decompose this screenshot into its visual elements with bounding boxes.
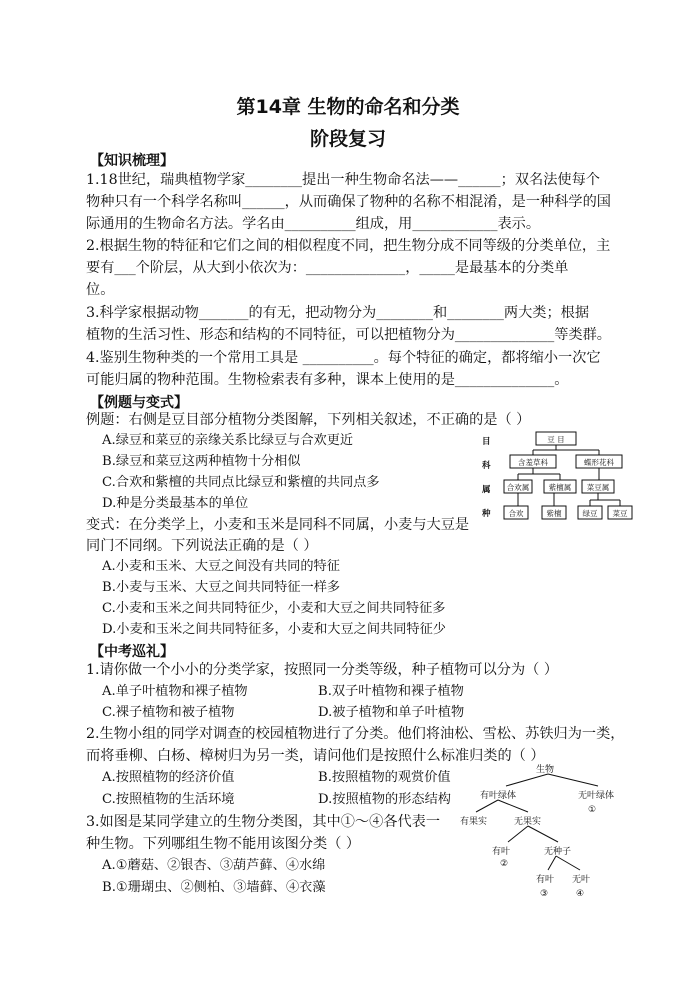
organism-classification-diagram bbox=[448, 760, 648, 900]
knowledge-item-2-line-2: 要有___个阶层，从大到小依次为：______________，_____是最基本的分类单 bbox=[86, 260, 569, 276]
exam-q2-option-d: D.按照植物的形态结构 bbox=[318, 792, 451, 807]
exam-q3-option-a: A.①蘑菇、②银杏、③葫芦藓、④水绵 bbox=[102, 858, 326, 873]
knowledge-item-1-line-2: 物种只有一个科学名称叫______，从而确保了物种的名称不相混淆，是一种科学的国 bbox=[86, 194, 611, 210]
node-no-fruit: 无果实 bbox=[514, 817, 542, 827]
label-circle-1: ① bbox=[588, 805, 597, 815]
exam-question-2-line-1: 2.生物小组的同学对调查的校园植物进行了分类。他们将油松、雪松、苏铁归为一类， bbox=[86, 726, 625, 742]
exam-q2-option-c: C.按照植物的生活环境 bbox=[102, 792, 235, 807]
rank-label-species: 种 bbox=[482, 509, 491, 519]
variant-question-line-1: 变式：在分类学上，小麦和玉米是同科不同属，小麦与大豆是 bbox=[86, 517, 470, 533]
node-leafless: 无叶 bbox=[572, 875, 591, 885]
variant-option-c: C.小麦和玉米之间共同特征少，小麦和大豆之间共同特征多 bbox=[102, 601, 446, 616]
knowledge-item-1-line-3: 际通用的生物命名方法。学名由__________组成，用____________表示。 bbox=[86, 216, 541, 232]
section-heading-knowledge: 【知识梳理】 bbox=[90, 153, 174, 169]
section-heading-exam: 【中考巡礼】 bbox=[90, 644, 174, 660]
exam-q1-option-a: A.单子叶植物和裸子植物 bbox=[102, 684, 248, 699]
knowledge-item-2-line-1: 2.根据生物的特征和它们之间的相似程度不同，把生物分成不同等级的分类单位，主 bbox=[86, 238, 611, 254]
exam-question-2-line-2: 而将垂柳、白杨、樟树归为另一类，请问他们是按照什么标准归类的（ ） bbox=[86, 748, 545, 764]
label-circle-3: ③ bbox=[540, 889, 549, 899]
node-genus-2: 紫檀属 bbox=[548, 483, 572, 492]
exam-question-1: 1.请你做一个小小的分类学家，按照同一分类等级，种子植物可以分为（ ） bbox=[86, 662, 559, 678]
node-order: 豆 目 bbox=[547, 435, 565, 444]
node-genus-3: 菜豆属 bbox=[586, 483, 610, 492]
node-no-chlorophyll: 无叶绿体 bbox=[578, 791, 615, 801]
chapter-title: 第14章 生物的命名和分类 bbox=[236, 96, 460, 118]
example-option-d: D.种是分类最基本的单位 bbox=[102, 496, 249, 511]
node-family-2: 蝶形花科 bbox=[584, 458, 614, 467]
variant-question-line-2: 同门不同纲。下列说法正确的是（ ） bbox=[86, 538, 318, 554]
exam-question-3-line-1: 3.如图是某同学建立的生物分类图，其中①～④各代表一 bbox=[86, 814, 441, 830]
connector-genus3-species bbox=[590, 493, 620, 506]
variant-option-d: D.小麦和玉米之间共同特征多，小麦和大豆之间共同特征少 bbox=[102, 622, 446, 637]
rank-label-family: 科 bbox=[482, 461, 491, 471]
rank-label-genus: 属 bbox=[482, 485, 491, 495]
node-species-1: 合欢 bbox=[508, 509, 524, 518]
node-leafy: 有叶 bbox=[536, 875, 555, 885]
variant-option-a: A.小麦和玉米、大豆之间没有共同的特征 bbox=[102, 559, 340, 574]
branch-chlorophyll bbox=[476, 800, 528, 812]
node-has-chlorophyll: 有叶绿体 bbox=[480, 791, 517, 801]
branch-no-fruit bbox=[508, 826, 558, 842]
example-question: 例题：右侧是豆目部分植物分类图解，下列相关叙述，不正确的是（ ） bbox=[86, 412, 531, 428]
knowledge-item-4-line-2: 可能归属的物种范围。生物检索表有多种，课本上使用的是______________。 bbox=[86, 372, 569, 388]
page-subtitle: 阶段复习 bbox=[309, 128, 386, 150]
exam-question-3-line-2: 种生物。下列哪组生物不能用该图分类（ ） bbox=[86, 836, 361, 852]
node-family-1: 含羞草科 bbox=[518, 458, 548, 467]
knowledge-item-2-line-3: 位。 bbox=[86, 282, 115, 298]
section-heading-examples: 【例题与变式】 bbox=[90, 395, 188, 411]
knowledge-item-3-line-1: 3.科学家根据动物_______的有无，把动物分为________和________两大类；根据 bbox=[86, 305, 590, 321]
label-circle-2: ② bbox=[500, 859, 509, 869]
branch-no-seed bbox=[548, 856, 580, 870]
exam-q2-option-a: A.按照植物的经济价值 bbox=[102, 770, 235, 785]
example-option-a: A.绿豆和菜豆的亲缘关系比绿豆与合欢更近 bbox=[102, 433, 354, 448]
exam-q3-option-b: B.①珊瑚虫、②侧柏、③墙藓、④衣藻 bbox=[102, 880, 326, 895]
node-has-fruit: 有果实 bbox=[460, 817, 488, 827]
exam-q1-option-c: C.裸子植物和被子植物 bbox=[102, 705, 235, 720]
exam-q1-option-d: D.被子植物和单子叶植物 bbox=[318, 705, 465, 720]
connector-family1-genus bbox=[518, 468, 560, 480]
knowledge-item-1-line-1: 1.18世纪，瑞典植物学家________提出一种生物命名法——______；双名法使每个 bbox=[86, 172, 600, 188]
rank-label-order: 目 bbox=[482, 437, 491, 447]
node-species-2: 紫檀 bbox=[546, 509, 562, 518]
example-option-b: B.绿豆和菜豆这两种植物十分相似 bbox=[102, 454, 301, 469]
variant-option-b: B.小麦与玉米、大豆之间共同特征一样多 bbox=[102, 580, 341, 595]
node-no-seed: 无种子 bbox=[544, 847, 572, 857]
fabales-classification-diagram bbox=[478, 428, 660, 524]
node-species-4: 菜豆 bbox=[612, 509, 628, 518]
node-species-3: 绿豆 bbox=[582, 509, 598, 518]
node-root: 生物 bbox=[536, 765, 555, 775]
example-option-c: C.合欢和紫檀的共同点比绿豆和紫檀的共同点多 bbox=[102, 475, 380, 490]
exam-q2-option-b: B.按照植物的观赏价值 bbox=[318, 770, 451, 785]
node-genus-1: 合欢属 bbox=[506, 483, 530, 492]
connector-order-family bbox=[533, 445, 599, 455]
knowledge-item-4-line-1: 4.鉴别生物种类的一个常用工具是 __________。每个特征的确定，都将缩小一次它 bbox=[86, 350, 601, 366]
branch-root bbox=[506, 774, 598, 786]
connector-genus-species-1 bbox=[518, 493, 554, 506]
knowledge-item-3-line-2: 植物的生活习性、形态和结构的不同特征，可以把植物分为______________等类群。 bbox=[86, 327, 611, 343]
label-circle-4: ④ bbox=[576, 889, 585, 899]
exam-q1-option-b: B.双子叶植物和裸子植物 bbox=[318, 684, 464, 699]
node-has-leaf: 有叶 bbox=[492, 847, 511, 857]
